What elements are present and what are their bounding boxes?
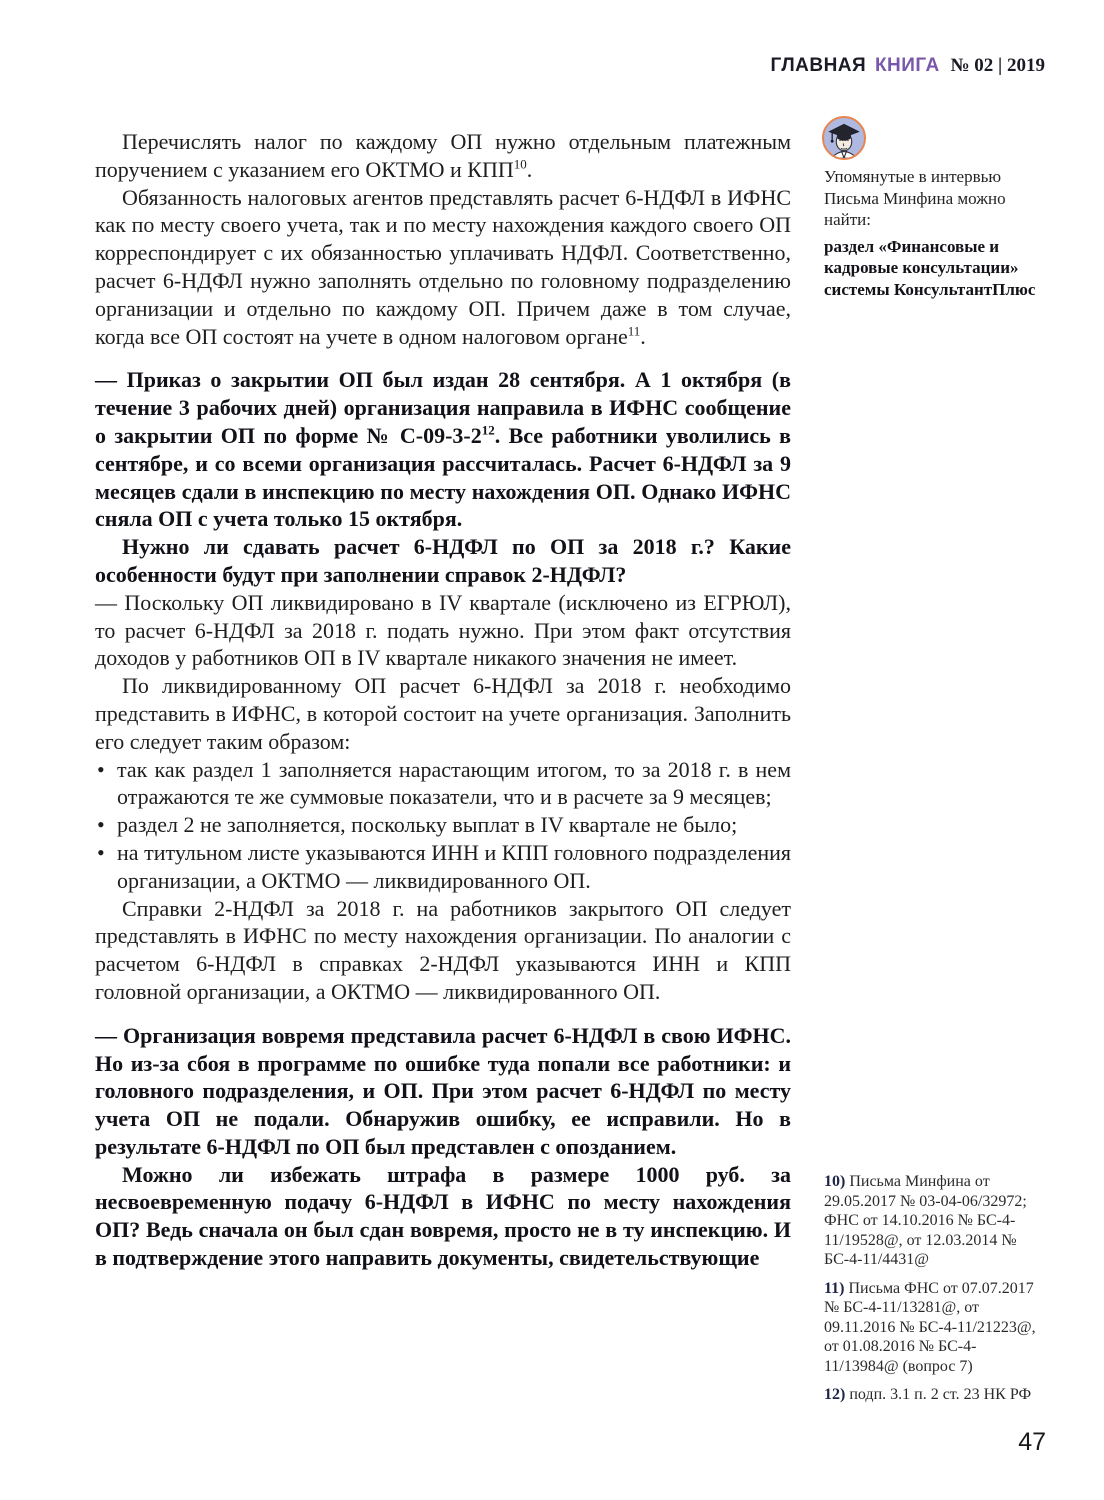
paragraph-text: Перечислять налог по каждому ОП нужно отдельным платежным поручением с указанием его ОКТМО и КПП (95, 129, 791, 182)
paragraph (95, 128, 791, 184)
page-number: 47 (1018, 1428, 1046, 1456)
graduate-avatar-drawing (824, 118, 864, 158)
footnote-11 (824, 1279, 1048, 1377)
bullet-list (95, 756, 791, 895)
footnote-number: 11) (824, 1279, 845, 1297)
paragraph (95, 184, 791, 351)
paragraph-text: — Приказ о закрытии ОП был издан 28 сентября. А 1 октября (в течение 3 рабочих дней) организация направила в ИФНС сообщение о закрытии ОП по форме № С-09-3-2 (95, 367, 791, 448)
footnote-number: 12) (824, 1386, 846, 1403)
footnote-text: Письма Минфина от 29.05.2017 № 03-04-06/32972; ФНС от 14.10.2016 № БС-4-11/19528@, от 12.03.2014 № БС-4-11/4431@ (824, 1173, 1027, 1268)
answer-paragraph: По ликвидированному ОП расчет 6-НДФЛ за 2018 г. необходимо представить в ИФНС, в которой состоит на учете организация. Заполнить его следует таким образом: (95, 673, 791, 754)
list-item: • так как раздел 1 заполняется нарастающим итогом, то за 2018 г. в нем отражаются те же суммовые показатели, что и в расчете за 9 месяцев; (95, 756, 791, 812)
answer-paragraph: — Поскольку ОП ликвидировано в IV квартале (исключено из ЕГРЮЛ), то расчет 6-НДФЛ за 2018 г. подать нужно. При этом факт отсутствия доходов у работников ОП в IV квартале никакого значения не имеет. (95, 589, 791, 671)
page-header (771, 54, 1045, 78)
graduate-expert-icon (822, 116, 866, 160)
answer-paragraph: Справки 2-НДФЛ за 2018 г. на работников закрытого ОП следует представлять в ИФНС по месту нахождения организации. По аналогии с расчетом 6-НДФЛ в справках 2-НДФЛ указываются ИНН и КПП головной организации, а ОКТМО — ликвидированного ОП. (95, 895, 791, 1004)
list-item: • раздел 2 не заполняется, поскольку выплат в IV квартале не было; (95, 811, 791, 839)
footnote-text: Письма ФНС от 07.07.2017 № БС-4-11/13281@, от 09.11.2016 № БС-4-11/21223@, от 01.08.2016 № БС-4-11/13984@ (вопрос 7) (824, 1279, 1036, 1375)
footnote-10 (824, 1172, 1048, 1270)
paragraph-text: . (526, 156, 533, 182)
footnote-ref-11: 11 (627, 323, 641, 339)
magazine-title-part2: КНИГА (874, 55, 940, 76)
sidebar-note-reference: раздел «Финансовые и кадровые консультации» системы КонсультантПлюс (824, 236, 1036, 299)
question-paragraph: — Организация вовремя представила расчет 6-НДФЛ в свою ИФНС. Но из-за сбоя в программе по ошибке туда попали все работники: и головного подразделения, и ОП. При этом расчет 6-НДФЛ по месту учета ОП не подали. Обнаружив ошибку, ее исправили. Но в результате 6-НДФЛ по ОП был представлен с опозданием. (95, 1022, 791, 1159)
footnote-12 (824, 1385, 1048, 1405)
magazine-title-part1: ГЛАВНАЯ (770, 55, 867, 76)
footnote-ref-12: 12 (481, 422, 495, 438)
question-paragraph (95, 366, 791, 533)
paragraph-text: Обязанность налоговых агентов представлять расчет 6-НДФЛ в ИФНС как по месту своего учета, так и по месту нахождения каждого своего ОП корреспондирует с их обязанностью уплачивать НДФЛ. Соответственно, расчет 6-НДФЛ нужно заполнять отдельно по головному подразделению организации и отдельно по каждому ОП. Причем даже в том случае, когда все ОП состоят на учете в одном налоговом органе (95, 184, 791, 349)
footnote-text: подп. 3.1 п. 2 ст. 23 НК РФ (849, 1386, 1032, 1403)
issue-number: № 02 | 2019 (950, 55, 1045, 76)
question-paragraph: Можно ли избежать штрафа в размере 1000 руб. за несвоевременную подачу 6-НДФЛ в ИФНС по месту нахождения ОП? Ведь сначала он был сдан вовремя, просто не в ту инспекцию. И в подтверждение этого направить документы, свидетельствующие (95, 1161, 791, 1271)
question-paragraph: Нужно ли сдавать расчет 6-НДФЛ по ОП за 2018 г.? Какие особенности будут при заполнении справок 2-НДФЛ? (95, 534, 791, 587)
paragraph-text: . Все работники уволились в сентябре, и со всеми организация рассчиталась. Расчет 6-НДФЛ за 9 месяцев сдали в инспекцию по месту нахождения ОП. Однако ИФНС сняла ОП с учета только 15 октября. (95, 422, 791, 532)
footnote-number: 10) (824, 1173, 846, 1190)
sidebar-note-intro: Упомянутые в интервью Письма Минфина можно найти: (824, 167, 1006, 229)
footnotes-block (824, 1172, 1048, 1414)
sidebar-reference-note (824, 166, 1048, 300)
footnote-ref-10: 10 (513, 156, 527, 172)
list-item: • на титульном листе указываются ИНН и КПП головного подразделения организации, а ОКТМО — ликвидированного ОП. (95, 839, 791, 895)
article-body (95, 128, 791, 1272)
paragraph-text: . (640, 323, 646, 349)
